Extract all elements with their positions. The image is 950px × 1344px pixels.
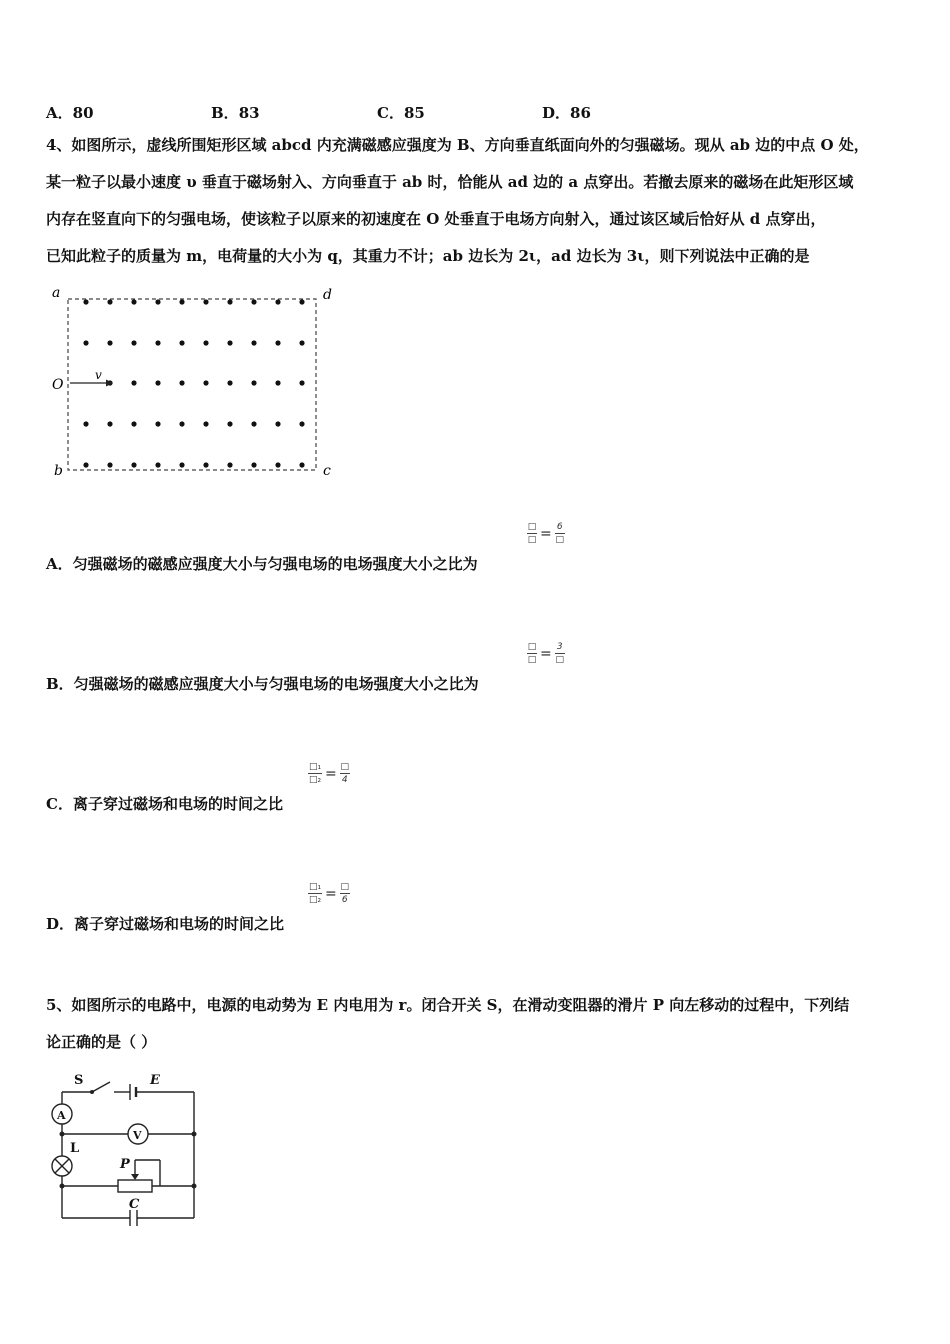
field-dot [299,421,304,426]
numerator: □ [340,882,349,892]
option-value: 86 [570,104,591,122]
label-a: a [52,285,61,301]
denominator: 4 [341,775,348,785]
field-dot [299,462,304,467]
label-c: c [323,463,331,479]
label-S: S [74,1073,84,1088]
option-value: 85 [403,104,425,122]
fraction-left [308,882,322,905]
label-A: A [57,1109,66,1122]
denominator: □₂ [308,775,322,785]
field-dot [227,421,232,426]
q5-line-1: 5、如图所示的电路中，电源的电动势为 E 内电用为 r。闭合开关 S，在滑动变阻器的滑片 P 向左移动的过程中，下列结 [46,996,850,1014]
numerator: 6 [556,522,563,532]
field-dot [155,340,160,345]
field-dot [251,380,256,385]
field-dot [299,299,304,304]
numerator: □₁ [308,762,322,772]
field-dot [107,421,112,426]
field-dot [83,299,88,304]
switch-lever [92,1082,110,1092]
field-dot [107,462,112,467]
fraction-left [527,642,537,665]
q4-option-c-formula [308,762,350,785]
field-dot [275,299,280,304]
q4-field-figure [44,282,344,480]
q4-line-4: 已知此粒子的质量为 m，电荷量的大小为 q，其重力不计；ab 边长为 2ι，ad 边长为 3ι，则下列说法中正确的是 [46,247,810,265]
field-dot [275,462,280,467]
field-dot [179,421,184,426]
field-dot [275,421,280,426]
option-letter: B． [211,104,239,122]
field-dot [83,340,88,345]
equals-sign: = [325,885,337,902]
slider-arrow [131,1174,139,1180]
field-dot [179,462,184,467]
label-d: d [323,287,332,303]
denominator: □ [555,535,564,545]
field-dot [251,340,256,345]
q4-line-3: 内存在竖直向下的匀强电场，使该粒子以原来的初速度在 O 处垂直于电场方向射入，通过该区域后恰好从 d 点穿出， [46,210,826,228]
q4-option-a-formula [527,522,565,545]
junction-dot [192,1184,197,1189]
fraction-right [340,762,350,785]
junction-dot [192,1132,197,1137]
label-v: v [95,368,102,382]
prev-option-d [542,102,591,123]
field-dot [131,380,136,385]
q4-option-b: B．匀强磁场的磁感应强度大小与匀强电场的电场强度大小之比为 [46,675,479,693]
option-letter: C． [377,104,404,122]
fraction-right [555,522,565,545]
q4-option-d: D．离子穿过磁场和电场的时间之比 [46,915,285,933]
q4-option-b-formula [527,642,565,665]
rheostat-body [118,1180,152,1192]
numerator: □ [527,642,537,652]
q4-line-2: 某一粒子以最小速度 υ 垂直于磁场射入、方向垂直于 ab 时，恰能从 ad 边的 a 点穿出。若撤去原来的磁场在此矩形区域 [46,173,854,191]
field-dot [155,299,160,304]
field-dot [155,462,160,467]
fraction-left [527,522,537,545]
junction-dot [60,1184,65,1189]
field-dot [227,462,232,467]
field-dot [83,462,88,467]
field-dot [299,380,304,385]
label-b: b [54,463,63,479]
field-dot [203,462,208,467]
denominator: 6 [341,895,348,905]
denominator: □ [527,535,537,545]
equals-sign: = [540,525,552,542]
field-dot [107,340,112,345]
q4-option-d-formula [308,882,350,905]
field-dot [131,421,136,426]
q5-line-2: 论正确的是（ ） [46,1033,157,1051]
equals-sign: = [540,645,552,662]
q4-option-a: A．匀强磁场的磁感应强度大小与匀强电场的电场强度大小之比为 [46,555,478,573]
option-letter: A． [46,104,73,122]
prev-option-a [46,102,94,123]
denominator: □ [555,655,564,665]
field-dot [275,340,280,345]
fraction-right [555,642,565,665]
prev-option-c [377,102,425,123]
prev-option-b [211,102,260,123]
label-P: P [120,1157,130,1172]
label-E: E [150,1073,160,1088]
option-value: 80 [72,104,94,122]
q5-stem [46,987,916,1061]
field-dot [227,299,232,304]
field-dot [227,380,232,385]
field-dot [131,299,136,304]
q5-circuit-diagram [44,1068,204,1228]
field-dot [251,299,256,304]
q4-line-1: 4、如图所示，虚线所围矩形区域 abcd 内充满磁感应强度为 B、方向垂直纸面向外的匀强磁场。现从 ab 边的中点 O 处， [46,136,869,154]
q4-option-c: C．离子穿过磁场和电场的时间之比 [46,795,283,813]
field-dot [179,380,184,385]
denominator: □₂ [308,895,322,905]
field-dot [203,299,208,304]
q4-stem [46,127,916,275]
field-dot [203,421,208,426]
field-dot [203,380,208,385]
fraction-left [308,762,322,785]
field-dot [155,380,160,385]
label-V: V [133,1129,142,1142]
field-dot [203,340,208,345]
field-dot [131,340,136,345]
field-dots [83,299,304,467]
equals-sign: = [325,765,337,782]
label-C: C [129,1197,140,1212]
numerator: □ [527,522,537,532]
denominator: □ [527,655,537,665]
field-dot [299,340,304,345]
fraction-right [340,882,350,905]
option-letter: D． [542,104,571,122]
switch-pivot [90,1090,94,1094]
field-dot [251,462,256,467]
field-dot [131,462,136,467]
field-dot [227,340,232,345]
field-dot [107,299,112,304]
field-dot [83,421,88,426]
label-L: L [70,1141,80,1156]
numerator: 3 [556,642,563,652]
label-O: O [52,377,64,393]
field-dot [179,340,184,345]
field-dot [155,421,160,426]
option-value: 83 [238,104,260,122]
field-dot [179,299,184,304]
field-dot [275,380,280,385]
junction-dot [60,1132,65,1137]
numerator: □ [340,762,349,772]
field-dot [251,421,256,426]
numerator: □₁ [308,882,322,892]
